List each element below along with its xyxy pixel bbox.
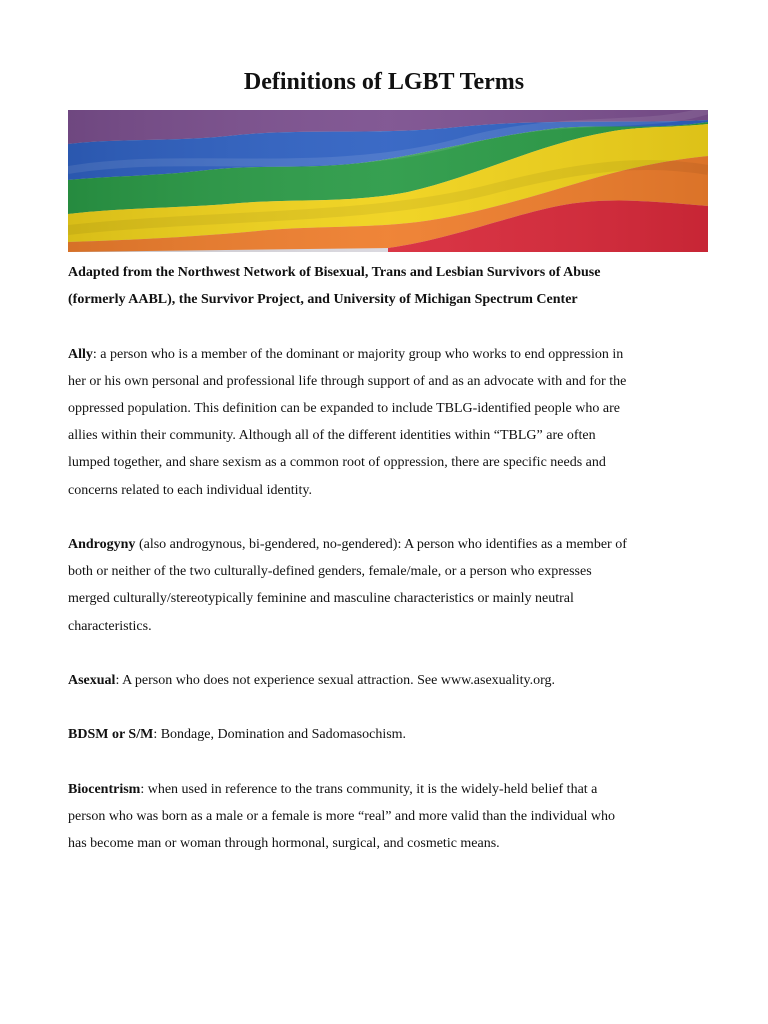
definition-line: merged culturally/stereotypically feminine and masculine characteristics or mainly neutral <box>68 591 574 607</box>
definition-line: oppressed population. This definition can be expanded to include TBLG-identified people who are <box>68 401 620 416</box>
definition-text: : Bondage, Domination and Sadomasochism. <box>153 727 407 743</box>
rainbow-flag-banner <box>68 110 708 252</box>
definition-text: : a person who is a member of the dominant or majority group who works to end oppression in <box>92 346 624 362</box>
term-label: Asexual <box>68 673 116 688</box>
source-line: Adapted from the Northwest Network of Bisexual, Trans and Lesbian Survivors of Abuse <box>68 265 601 280</box>
definition-text: (also androgynous, bi-gendered, no-gendered): A person who identifies as a member of <box>135 537 627 552</box>
definition-line: both or neither of the two culturally-defined genders, female/male, or a person who expresses <box>68 564 592 580</box>
definition-line: concerns related to each individual identity. <box>68 482 313 498</box>
definition-line: lumped together, and share sexism as a common root of oppression, there are specific needs and <box>68 455 606 471</box>
rainbow-flag-icon <box>68 110 708 252</box>
definition-line: characteristics. <box>68 618 152 634</box>
definition-asexual <box>68 667 708 694</box>
term-label: Androgyny <box>68 537 136 552</box>
definition-line: allies within their community. Although all of the different identities within “TBLG” are often <box>68 428 596 444</box>
term-label: BDSM or S/M <box>68 727 154 743</box>
definition-text: : when used in reference to the trans community, it is the widely-held belief that a <box>140 781 598 797</box>
definition-line: has become man or woman through hormonal, surgical, and cosmetic means. <box>68 836 500 852</box>
document-body <box>68 259 708 857</box>
definition-bdsm <box>68 721 708 748</box>
source-line: (formerly AABL), the Survivor Project, and University of Michigan Spectrum Center <box>68 292 578 308</box>
definition-line: her or his own personal and professional life through support of and as an advocate with and for the <box>68 373 627 389</box>
definition-ally <box>68 341 708 504</box>
page-title: Definitions of LGBT Terms <box>243 69 525 95</box>
definition-text: : A person who does not experience sexual attraction. See www.asexuality.org. <box>115 673 556 688</box>
definition-line: person who was born as a male or a female is more “real” and more valid than the individual who <box>68 808 615 824</box>
term-label: Biocentrism <box>68 781 141 797</box>
term-label: Ally <box>68 346 93 362</box>
definition-biocentrism <box>68 776 708 858</box>
definition-androgyny <box>68 531 708 640</box>
